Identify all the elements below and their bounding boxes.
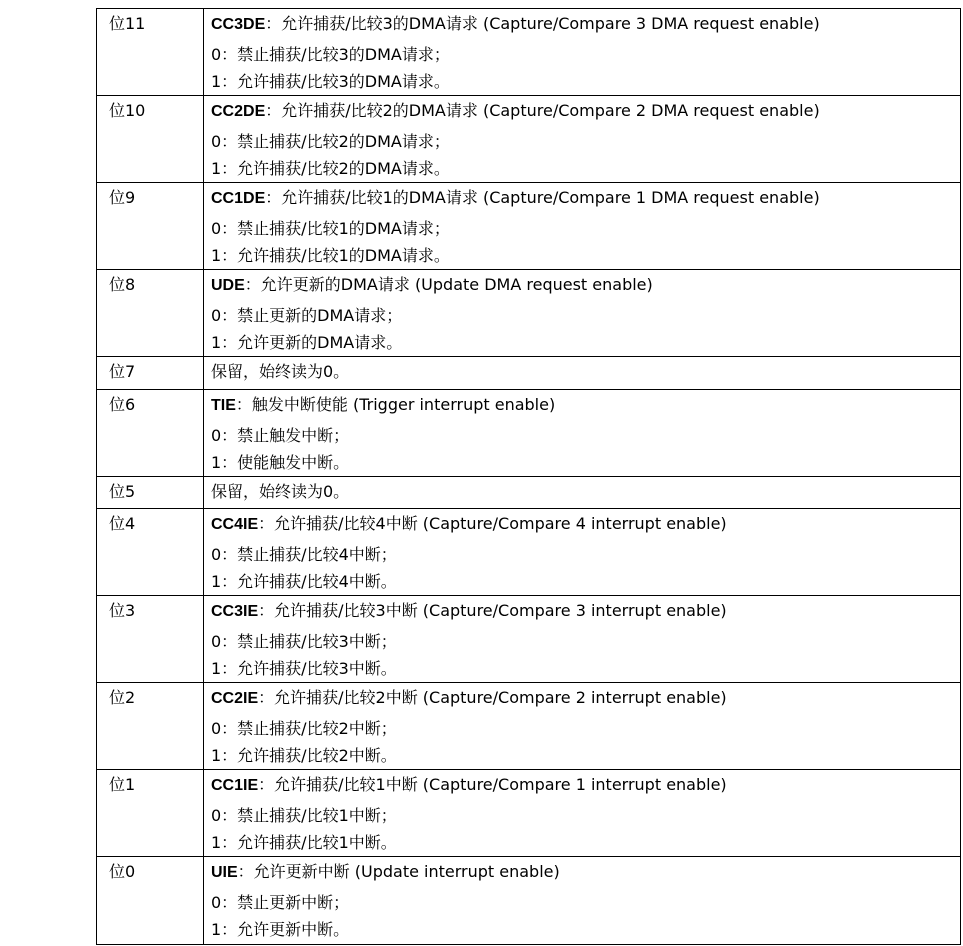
field-title bbox=[211, 513, 960, 536]
bit-number: 位8 bbox=[97, 270, 204, 357]
bit-number: 位1 bbox=[97, 770, 204, 857]
bit-description bbox=[204, 96, 961, 183]
value-0-description: 0：禁止更新的DMA请求； bbox=[211, 306, 403, 325]
bit-number: 位4 bbox=[97, 509, 204, 596]
bit-number: 位3 bbox=[97, 596, 204, 683]
register-bit-table-body bbox=[97, 9, 961, 945]
bit-description bbox=[204, 683, 961, 770]
table-row bbox=[97, 96, 961, 183]
bit-description bbox=[204, 183, 961, 270]
field-name: UIE bbox=[211, 864, 238, 881]
table-row bbox=[97, 183, 961, 270]
value-1-description: 1：允许捕获/比较3的DMA请求。 bbox=[211, 72, 450, 91]
value-1-description: 1：允许更新中断。 bbox=[211, 920, 350, 939]
field-name: CC2DE bbox=[211, 103, 266, 120]
bit-number: 位9 bbox=[97, 183, 204, 270]
table-row bbox=[97, 477, 961, 509]
value-1-description: 1：允许更新的DMA请求。 bbox=[211, 333, 403, 352]
value-1-description: 1：允许捕获/比较4中断。 bbox=[211, 572, 397, 591]
bit-number: 位2 bbox=[97, 683, 204, 770]
field-summary: ：允许更新中断 (Update interrupt enable) bbox=[237, 862, 560, 881]
value-1-description: 1：允许捕获/比较2中断。 bbox=[211, 746, 397, 765]
bit-description bbox=[204, 270, 961, 357]
field-name: UDE bbox=[211, 277, 245, 294]
field-summary: ：允许捕获/比较3中断 (Capture/Compare 3 interrupt enable) bbox=[258, 601, 727, 620]
field-title bbox=[211, 13, 960, 36]
bit-number: 位5 bbox=[97, 477, 204, 509]
value-0-description: 0：禁止触发中断； bbox=[211, 426, 350, 445]
field-title bbox=[211, 274, 960, 297]
value-0-description: 0：禁止更新中断； bbox=[211, 893, 350, 912]
field-summary: ：允许捕获/比较1中断 (Capture/Compare 1 interrupt enable) bbox=[258, 775, 727, 794]
table-row bbox=[97, 857, 961, 945]
bit-description bbox=[204, 596, 961, 683]
field-summary: ：允许捕获/比较3的DMA请求 (Capture/Compare 3 DMA request enable) bbox=[265, 14, 820, 33]
value-0-description: 0：禁止捕获/比较1中断； bbox=[211, 806, 397, 825]
table-row bbox=[97, 596, 961, 683]
table-row bbox=[97, 390, 961, 477]
field-name: CC1DE bbox=[211, 190, 266, 207]
value-0-description: 0：禁止捕获/比较3的DMA请求； bbox=[211, 45, 450, 64]
bit-number: 位0 bbox=[97, 857, 204, 945]
register-bit-table bbox=[96, 8, 961, 945]
field-summary: ：触发中断使能 (Trigger interrupt enable) bbox=[235, 395, 556, 414]
field-name: TIE bbox=[211, 397, 236, 414]
table-row bbox=[97, 770, 961, 857]
bit-number: 位7 bbox=[97, 357, 204, 390]
value-1-description: 1：允许捕获/比较2的DMA请求。 bbox=[211, 159, 450, 178]
reserved-note: 保留，始终读为0。 bbox=[211, 362, 350, 381]
field-summary: ：允许捕获/比较2中断 (Capture/Compare 2 interrupt enable) bbox=[258, 688, 727, 707]
bit-number: 位10 bbox=[97, 96, 204, 183]
field-title bbox=[211, 861, 960, 884]
table-row bbox=[97, 270, 961, 357]
reserved-note: 保留，始终读为0。 bbox=[211, 482, 350, 501]
field-title bbox=[211, 100, 960, 123]
value-0-description: 0：禁止捕获/比较3中断； bbox=[211, 632, 397, 651]
field-summary: ：允许更新的DMA请求 (Update DMA request enable) bbox=[244, 275, 653, 294]
table-row bbox=[97, 9, 961, 96]
field-name: CC3IE bbox=[211, 603, 259, 620]
table-row bbox=[97, 357, 961, 390]
value-1-description: 1：允许捕获/比较1的DMA请求。 bbox=[211, 246, 450, 265]
value-0-description: 0：禁止捕获/比较1的DMA请求； bbox=[211, 219, 450, 238]
field-name: CC2IE bbox=[211, 690, 259, 707]
field-name: CC4IE bbox=[211, 516, 259, 533]
field-title bbox=[211, 394, 960, 417]
value-1-description: 1：使能触发中断。 bbox=[211, 453, 350, 472]
value-1-description: 1：允许捕获/比较1中断。 bbox=[211, 833, 397, 852]
bit-description bbox=[204, 857, 961, 945]
table-row bbox=[97, 509, 961, 596]
value-1-description: 1：允许捕获/比较3中断。 bbox=[211, 659, 397, 678]
field-summary: ：允许捕获/比较4中断 (Capture/Compare 4 interrupt enable) bbox=[258, 514, 727, 533]
field-title bbox=[211, 774, 960, 797]
field-name: CC3DE bbox=[211, 16, 266, 33]
field-name: CC1IE bbox=[211, 777, 259, 794]
value-0-description: 0：禁止捕获/比较4中断； bbox=[211, 545, 397, 564]
field-title bbox=[211, 600, 960, 623]
value-0-description: 0：禁止捕获/比较2中断； bbox=[211, 719, 397, 738]
field-summary: ：允许捕获/比较1的DMA请求 (Capture/Compare 1 DMA request enable) bbox=[265, 188, 820, 207]
bit-description bbox=[204, 477, 961, 509]
field-title bbox=[211, 687, 960, 710]
bit-number: 位6 bbox=[97, 390, 204, 477]
bit-description bbox=[204, 9, 961, 96]
bit-description bbox=[204, 770, 961, 857]
bit-description bbox=[204, 509, 961, 596]
field-summary: ：允许捕获/比较2的DMA请求 (Capture/Compare 2 DMA request enable) bbox=[265, 101, 820, 120]
bit-description bbox=[204, 357, 961, 390]
field-title bbox=[211, 187, 960, 210]
value-0-description: 0：禁止捕获/比较2的DMA请求； bbox=[211, 132, 450, 151]
table-row bbox=[97, 683, 961, 770]
bit-number: 位11 bbox=[97, 9, 204, 96]
bit-description bbox=[204, 390, 961, 477]
